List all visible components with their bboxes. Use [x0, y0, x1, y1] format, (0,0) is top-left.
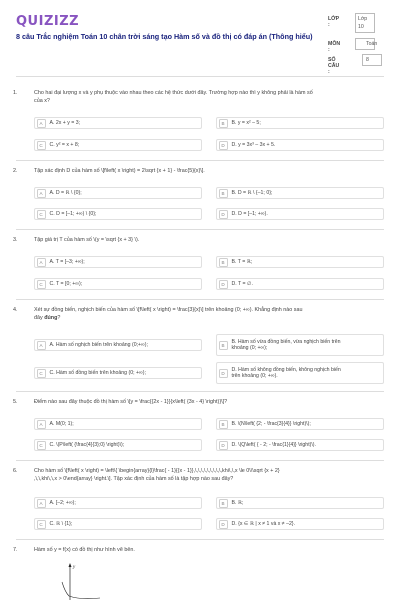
question-divider	[16, 229, 384, 230]
question-1-text: Cho hai đại lượng x và y phụ thuộc vào nhau theo các hệ thức dưới đây. Trường hợp nào thì y không phải là hàm số của x?	[34, 90, 313, 104]
question-3-option-c[interactable]: C C. T = [0; +∞);	[34, 278, 202, 290]
question-number: 7.	[13, 547, 18, 553]
question-2-option-c[interactable]: C C. D = [–1; +∞) \ {0};	[34, 208, 202, 220]
graph-y-axis-arrow	[69, 563, 72, 567]
question-2-option-d[interactable]: D D. D = [–1; +∞).	[216, 208, 384, 220]
count-label: SỐ CÂU :	[328, 57, 340, 75]
count-value-box	[362, 54, 382, 66]
page-title: 8 câu Trắc nghiệm Toán 10 chân trời sáng tạo Hàm số và đồ thị có đáp án (Thông hiểu)	[16, 32, 313, 41]
question-5-text: Điểm nào sau đây thuộc đồ thị hàm số \[y = \frac{{2x - 1}}{x\left( {3x - 4} \right)}\]?	[34, 399, 228, 405]
question-6-option-d[interactable]: D D. {x ∈ ℝ | x ≠ 1 và x ≠ –2}.	[216, 518, 384, 530]
question-2-text: Tập xác định D của hàm số \[f\left( x \right) = 2\sqrt {x + 1} - \frac{5}{x}\].	[34, 168, 205, 174]
question-1-option-a[interactable]: A A. 2x + y = 3;	[34, 117, 202, 129]
question-divider	[16, 539, 384, 540]
class-value-1: Lớp	[358, 16, 368, 22]
question-3-option-a[interactable]: A A. T = [–3; +∞);	[34, 256, 202, 268]
question-3-text: Tập giá trị T của hàm số \(y = \sqrt {x + 3} \).	[34, 237, 140, 243]
question-4-text: Xét sự đồng biến, nghịch biến của hàm số \[f\left( x \right) = \frac{3}{x}\] trên khoảng (0; +∞). Khẳng định nào sau đây đúng?	[34, 307, 303, 321]
question-4-option-b[interactable]: B B. Hàm số vừa đồng biến, vừa nghịch biến trên khoảng (0; +∞);	[216, 334, 384, 356]
question-5-option-c[interactable]: C C. \(P\left( {\frac{4}{3};0} \right)\);	[34, 439, 202, 451]
question-1-option-c[interactable]: C C. y² = x + 8;	[34, 139, 202, 151]
header-divider	[16, 76, 384, 77]
question-4-option-a[interactable]: A A. Hàm số nghịch biến trên khoảng (0;+∞);	[34, 339, 202, 351]
question-4-option-c[interactable]: C C. Hàm số đồng biến trên khoảng (0; +∞);	[34, 367, 202, 379]
question-5-option-d[interactable]: D D. \(Q\left( { - 2; - \frac{1}{4}} \right)\).	[216, 439, 384, 451]
question-number: 5.	[13, 399, 18, 405]
question-3-option-b[interactable]: B B. T = ℝ;	[216, 256, 384, 268]
graph-curve	[62, 582, 100, 599]
graph-y-axis-label: y	[73, 565, 76, 570]
quizizz-logo[interactable]: QUIZIZZ	[16, 14, 80, 29]
question-number: 6.	[13, 468, 18, 474]
question-6-option-b[interactable]: B B. ℝ;	[216, 497, 384, 509]
question-divider	[16, 391, 384, 392]
question-number: 1.	[13, 90, 18, 96]
question-number: 4.	[13, 307, 18, 313]
question-6-option-a[interactable]: A A. [–2; +∞);	[34, 497, 202, 509]
question-2-option-b[interactable]: B B. D = ℝ \ {–1; 0};	[216, 187, 384, 199]
question-7-text: Hàm số y = f(x) có đồ thị như hình vẽ bên.	[34, 547, 135, 553]
question-7-graph	[60, 562, 150, 600]
question-4-option-d[interactable]: D D. Hàm số không đồng biến, không nghịch biến trên khoảng (0; +∞).	[216, 362, 384, 384]
class-value-2: 10	[358, 24, 364, 30]
question-6-text: Cho hàm số \[f\left( x \right) = \left\{ \begin{array}{l}\frac{ - 1}{{x - 1}},\,\,\,\,\,\,\,\,\,khi\,\,x \le 0\\\sqrt {x + 2} ,\,\,khi\,\,x > 0\end{array} \right.\]. Tập xác định của hàm số là tập hợp nào sau đây?	[34, 468, 280, 482]
question-number: 3.	[13, 237, 18, 243]
question-2-option-a[interactable]: A A. D = ℝ \ {0};	[34, 187, 202, 199]
question-number: 2.	[13, 168, 18, 174]
question-divider	[16, 460, 384, 461]
question-divider	[16, 160, 384, 161]
question-6-option-c[interactable]: C C. ℝ \ {1};	[34, 518, 202, 530]
subject-value: Toán	[366, 41, 378, 47]
question-1-option-d[interactable]: D D. y = 3x³ – 3x + 5.	[216, 139, 384, 151]
question-1-option-b[interactable]: B B. y = x² – 5;	[216, 117, 384, 129]
subject-label: MÔN :	[328, 41, 341, 53]
question-5-option-b[interactable]: B B. \(N\left( {2; - \frac{3}{4}} \right)\);	[216, 418, 384, 430]
class-label: LỚP :	[328, 16, 339, 28]
question-divider	[16, 299, 384, 300]
count-value: 8	[366, 57, 369, 63]
question-3-option-d[interactable]: D D. T = ∅.	[216, 278, 384, 290]
question-5-option-a[interactable]: A A. M(0; 1);	[34, 418, 202, 430]
